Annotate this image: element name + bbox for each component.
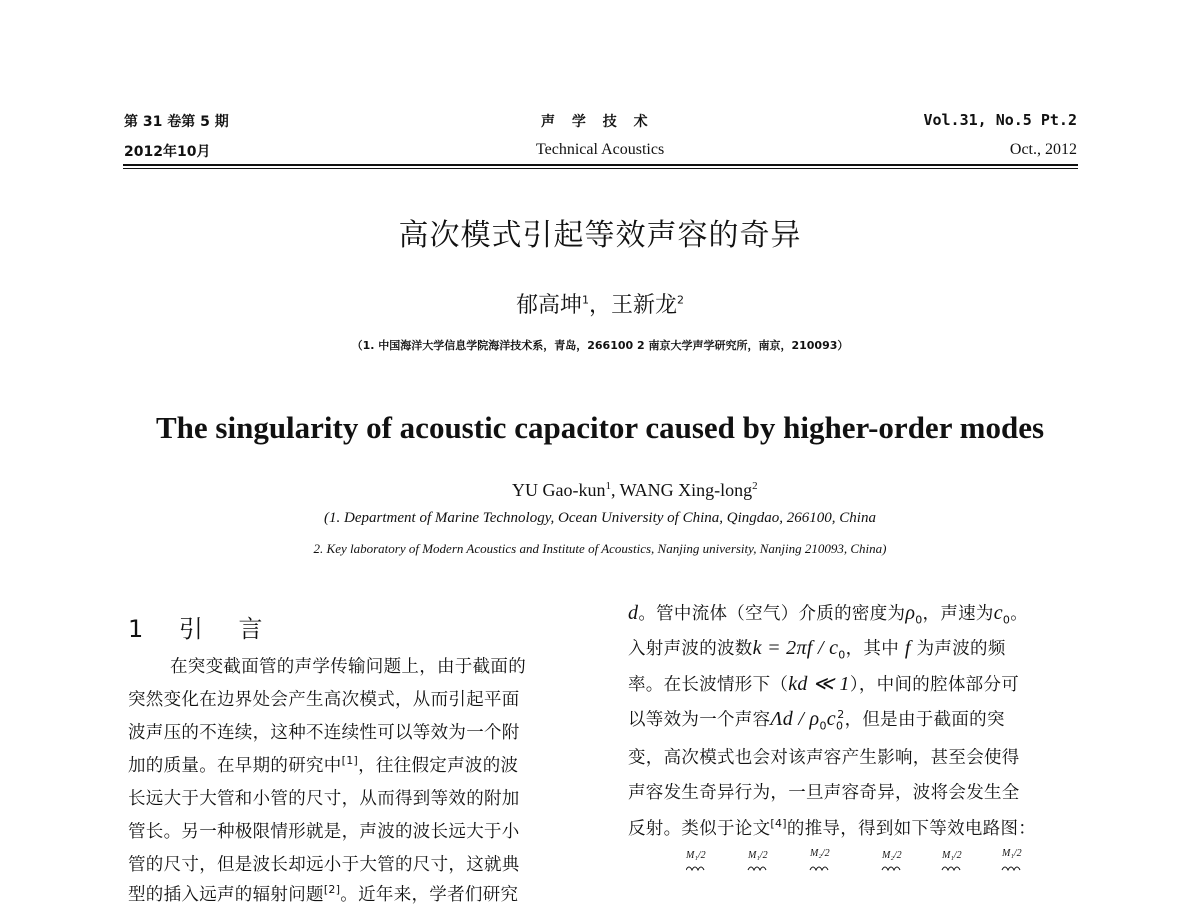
circuit-label-6: M₁/2 xyxy=(1002,848,1022,859)
wavenumber-eq-sub: 0 xyxy=(838,648,846,662)
affiliation-en-line2: 2. Key laboratory of Modern Acoustics and Institute of Acoustics, Nanjing university, Nanjing 210093, China) xyxy=(313,541,887,556)
journal-name-cn: 声 学 技 术 xyxy=(541,114,654,130)
volume-issue: 第 31 卷第 5 期 xyxy=(124,114,229,130)
right-line-6: 声容发生奇异行为，一旦声容奇异，波将会发生全 xyxy=(628,783,1020,803)
circuit-label-3: M₂/2 xyxy=(810,848,830,859)
author-sep-en: , xyxy=(610,480,620,500)
circuit-inductor-row xyxy=(686,864,1026,871)
left-line-4-a: 加的质量。在早期的研究中 xyxy=(128,756,342,776)
volume-en: Vol.31, No.5 Pt.2 xyxy=(923,111,1077,129)
citation-4: [4] xyxy=(770,817,787,831)
left-line-3: 波声压的不连续，这种不连续性可以等效为一个附 xyxy=(128,723,520,743)
inductor-5 xyxy=(942,867,960,870)
author2-en: WANG Xing-long xyxy=(619,480,753,500)
left-line-7: 管的尺寸，但是波长却远小于大管的尺寸，这就典 xyxy=(128,855,520,875)
section-heading-introduction: 1 引 言 xyxy=(128,615,277,643)
inductor-4 xyxy=(882,867,900,870)
citation-2: [2] xyxy=(323,883,341,897)
affiliation-en-line1: (1. Department of Marine Technology, Ocean University of China, Qingdao, 266100, China xyxy=(324,510,876,526)
capacitance-c: c xyxy=(826,708,836,730)
right-line-4-a: 以等效为一个声容 xyxy=(628,710,771,730)
journal-name-en: Technical Acoustics xyxy=(536,141,665,158)
authors-cn xyxy=(0,288,1200,319)
right-line-2-b: ，其中 xyxy=(845,639,900,659)
symbol-rho: ρ xyxy=(905,602,916,624)
author1-en-mark: 1 xyxy=(605,480,611,492)
left-line-4 xyxy=(128,752,518,777)
right-line-1-a: 。管中流体（空气）介质的密度为 xyxy=(638,604,906,624)
inductor-2 xyxy=(748,867,766,870)
authors-en xyxy=(512,480,758,501)
circuit-label-2: M₁/2 xyxy=(748,850,768,861)
date-cn: 2012年10月 xyxy=(124,144,211,160)
inductor-6 xyxy=(1002,867,1020,870)
author2-en-mark: 2 xyxy=(752,480,758,492)
left-line-6: 管长。另一种极限情形就是，声波的波长远大于小 xyxy=(128,822,520,842)
author1-cn-mark: 1 xyxy=(581,293,589,307)
right-line-2-a: 入射声波的波数 xyxy=(628,639,753,659)
right-line-7 xyxy=(628,815,1036,840)
author-sep-cn: ， xyxy=(588,293,611,318)
symbol-d: d xyxy=(628,602,639,624)
inductor-3 xyxy=(810,867,828,870)
citation-1: [1] xyxy=(341,754,359,768)
right-line-7-a: 反射。类似于论文 xyxy=(628,819,771,839)
affiliation-cn: （1. 中国海洋大学信息学院海洋技术系，青岛，266100 2 南京大学声学研究所，南京，210093） xyxy=(351,339,849,352)
paper-title-en: The singularity of acoustic capacitor caused by higher-order modes xyxy=(155,410,1045,445)
header-rule-thin xyxy=(123,168,1078,169)
symbol-c: c xyxy=(993,602,1003,624)
author2-cn: 王新龙 xyxy=(611,293,678,318)
right-line-1 xyxy=(628,600,1028,627)
date-en: Oct., 2012 xyxy=(1009,141,1077,158)
left-line-8 xyxy=(128,881,518,906)
right-line-2 xyxy=(628,635,1006,662)
symbol-c-sub: 0 xyxy=(1002,613,1011,627)
left-line-8-a: 型的插入 xyxy=(128,885,200,905)
left-line-8-c: 。近年来，学者们研究 xyxy=(340,885,519,905)
author1-cn: 郁高坤 xyxy=(515,293,582,318)
left-line-4-b: ，往往假定声波的波 xyxy=(358,756,519,776)
header-rule xyxy=(123,164,1078,166)
right-line-1-c: 。 xyxy=(1010,604,1029,624)
capacitance-c-sup: 2 xyxy=(837,708,845,722)
symbol-f: f xyxy=(904,637,911,659)
inductor-1 xyxy=(686,867,704,870)
right-line-3-a: 率。在长波情形下（ xyxy=(628,675,789,695)
equivalent-circuit-diagram xyxy=(686,850,1026,871)
right-line-3 xyxy=(628,671,1019,696)
circuit-label-1: M₁/2 xyxy=(686,850,706,861)
right-line-7-b: 的推导，得到如下等效电路图： xyxy=(786,819,1037,839)
paper-title-cn: 高次模式引起等效声容的奇异 xyxy=(398,218,802,253)
capacitance-rho-sub: 0 xyxy=(819,719,827,733)
right-line-3-b: ），中间的腔体部分可 xyxy=(849,675,1020,695)
left-line-5: 长远大于大管和小管的尺寸，从而得到等效的附加 xyxy=(128,789,520,809)
longwave-condition: kd ≪ 1 xyxy=(788,673,850,695)
circuit-label-4: M₂/2 xyxy=(882,850,902,861)
capacitance-c-sub: 0 xyxy=(835,719,844,733)
right-line-2-c: 为声波的频 xyxy=(916,639,1006,659)
symbol-rho-sub: 0 xyxy=(915,613,923,627)
left-line-8-b: 远声的辐射问题 xyxy=(199,885,324,905)
circuit-label-5: M₁/2 xyxy=(942,850,962,861)
wavenumber-eq: k = 2πf / c xyxy=(752,637,839,659)
author2-cn-mark: 2 xyxy=(677,293,685,307)
author1-en: YU Gao-kun xyxy=(512,480,606,500)
capacitance-eq: Λd / ρ xyxy=(770,708,820,730)
right-line-1-b: ，声速为 xyxy=(922,604,994,624)
right-line-5: 变，高次模式也会对该声容产生影响，甚至会使得 xyxy=(628,748,1020,768)
left-line-1: 在突变截面管的声学传输问题上，由于截面的 xyxy=(170,657,526,677)
left-line-2: 突然变化在边界处会产生高次模式，从而引起平面 xyxy=(128,690,520,710)
right-line-4 xyxy=(628,706,1005,733)
right-line-4-b: ，但是由于截面的突 xyxy=(844,710,1005,730)
